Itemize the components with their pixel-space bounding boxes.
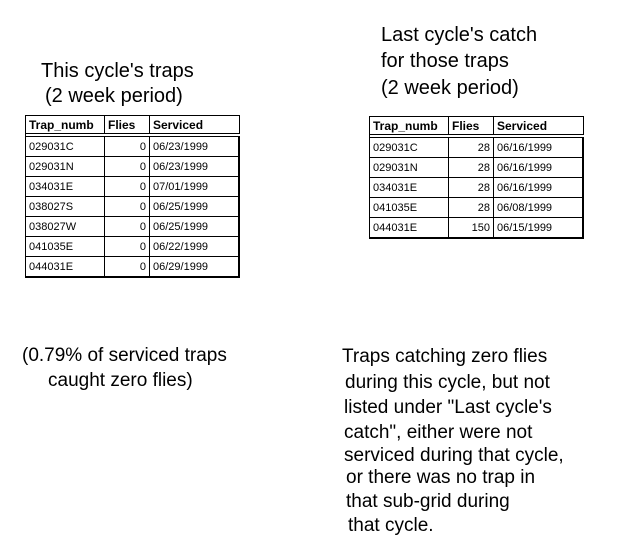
explanation-line: catch", either were not (344, 422, 533, 443)
cell-serviced[interactable]: 06/25/1999 (150, 197, 240, 217)
cell-serviced[interactable]: 06/29/1999 (150, 257, 240, 278)
explanation-line: serviced during that cycle, (344, 445, 564, 466)
left-caption-line1: This cycle's traps (41, 60, 194, 82)
cell-flies[interactable]: 0 (105, 197, 150, 217)
cell-serviced[interactable]: 06/16/1999 (494, 138, 584, 158)
cell-flies[interactable]: 0 (105, 157, 150, 177)
cell-trap-numb[interactable]: 044031E (26, 257, 105, 278)
explanation-line: during this cycle, but not (345, 372, 550, 393)
col-header-trap-numb[interactable]: Trap_numb (26, 116, 105, 134)
cell-serviced[interactable]: 06/16/1999 (494, 178, 584, 198)
cell-serviced[interactable]: 06/23/1999 (150, 137, 240, 157)
cell-trap-numb[interactable]: 038027W (26, 217, 105, 237)
table-row[interactable] (26, 137, 240, 157)
table-row[interactable] (26, 217, 240, 237)
cell-flies[interactable]: 0 (105, 137, 150, 157)
explanation-line: that cycle. (348, 515, 434, 536)
this-cycle-traps-table (25, 115, 240, 278)
right-caption-line3: (2 week period) (381, 77, 519, 99)
percent-note-line2: caught zero flies) (48, 370, 193, 391)
cell-serviced[interactable]: 06/25/1999 (150, 217, 240, 237)
explanation-line: Traps catching zero flies (342, 346, 548, 367)
table-row[interactable] (26, 197, 240, 217)
cell-serviced[interactable]: 06/08/1999 (494, 198, 584, 218)
col-header-serviced[interactable]: Serviced (494, 117, 584, 135)
explanation-line: listed under "Last cycle's (344, 397, 552, 418)
table-row[interactable] (370, 178, 584, 198)
explanation-line: or there was no trap in (346, 467, 536, 488)
percent-note-line1: (0.79% of serviced traps (22, 345, 227, 366)
cell-flies[interactable]: 28 (449, 138, 494, 158)
cell-serviced[interactable]: 06/16/1999 (494, 158, 584, 178)
table-row[interactable] (370, 198, 584, 218)
right-caption-line2: for those traps (381, 50, 509, 72)
cell-flies[interactable]: 0 (105, 237, 150, 257)
cell-trap-numb[interactable]: 044031E (370, 218, 449, 239)
cell-trap-numb[interactable]: 041035E (26, 237, 105, 257)
cell-trap-numb[interactable]: 029031C (370, 138, 449, 158)
table-header-row (370, 117, 584, 135)
col-header-flies[interactable]: Flies (105, 116, 150, 134)
table-row[interactable] (26, 177, 240, 197)
cell-serviced[interactable]: 07/01/1999 (150, 177, 240, 197)
explanation-line: that sub-grid during (346, 491, 510, 512)
cell-trap-numb[interactable]: 034031E (370, 178, 449, 198)
table-row[interactable] (370, 218, 584, 239)
cell-flies[interactable]: 0 (105, 177, 150, 197)
cell-flies[interactable]: 28 (449, 178, 494, 198)
table-row[interactable] (370, 138, 584, 158)
cell-flies[interactable]: 28 (449, 198, 494, 218)
cell-serviced[interactable]: 06/22/1999 (150, 237, 240, 257)
cell-trap-numb[interactable]: 038027S (26, 197, 105, 217)
cell-trap-numb[interactable]: 029031C (26, 137, 105, 157)
table-row[interactable] (26, 157, 240, 177)
last-cycle-catch-table (369, 116, 584, 239)
col-header-flies[interactable]: Flies (449, 117, 494, 135)
cell-serviced[interactable]: 06/15/1999 (494, 218, 584, 239)
col-header-serviced[interactable]: Serviced (150, 116, 240, 134)
cell-trap-numb[interactable]: 029031N (370, 158, 449, 178)
table-header-row (26, 116, 240, 134)
col-header-trap-numb[interactable]: Trap_numb (370, 117, 449, 135)
cell-flies[interactable]: 0 (105, 257, 150, 278)
left-caption-line2: (2 week period) (45, 85, 183, 107)
cell-trap-numb[interactable]: 029031N (26, 157, 105, 177)
cell-trap-numb[interactable]: 034031E (26, 177, 105, 197)
cell-flies[interactable]: 0 (105, 217, 150, 237)
cell-serviced[interactable]: 06/23/1999 (150, 157, 240, 177)
cell-flies[interactable]: 150 (449, 218, 494, 239)
table-row[interactable] (370, 158, 584, 178)
table-row[interactable] (26, 257, 240, 278)
right-caption-line1: Last cycle's catch (381, 24, 538, 46)
cell-trap-numb[interactable]: 041035E (370, 198, 449, 218)
table-row[interactable] (26, 237, 240, 257)
cell-flies[interactable]: 28 (449, 158, 494, 178)
